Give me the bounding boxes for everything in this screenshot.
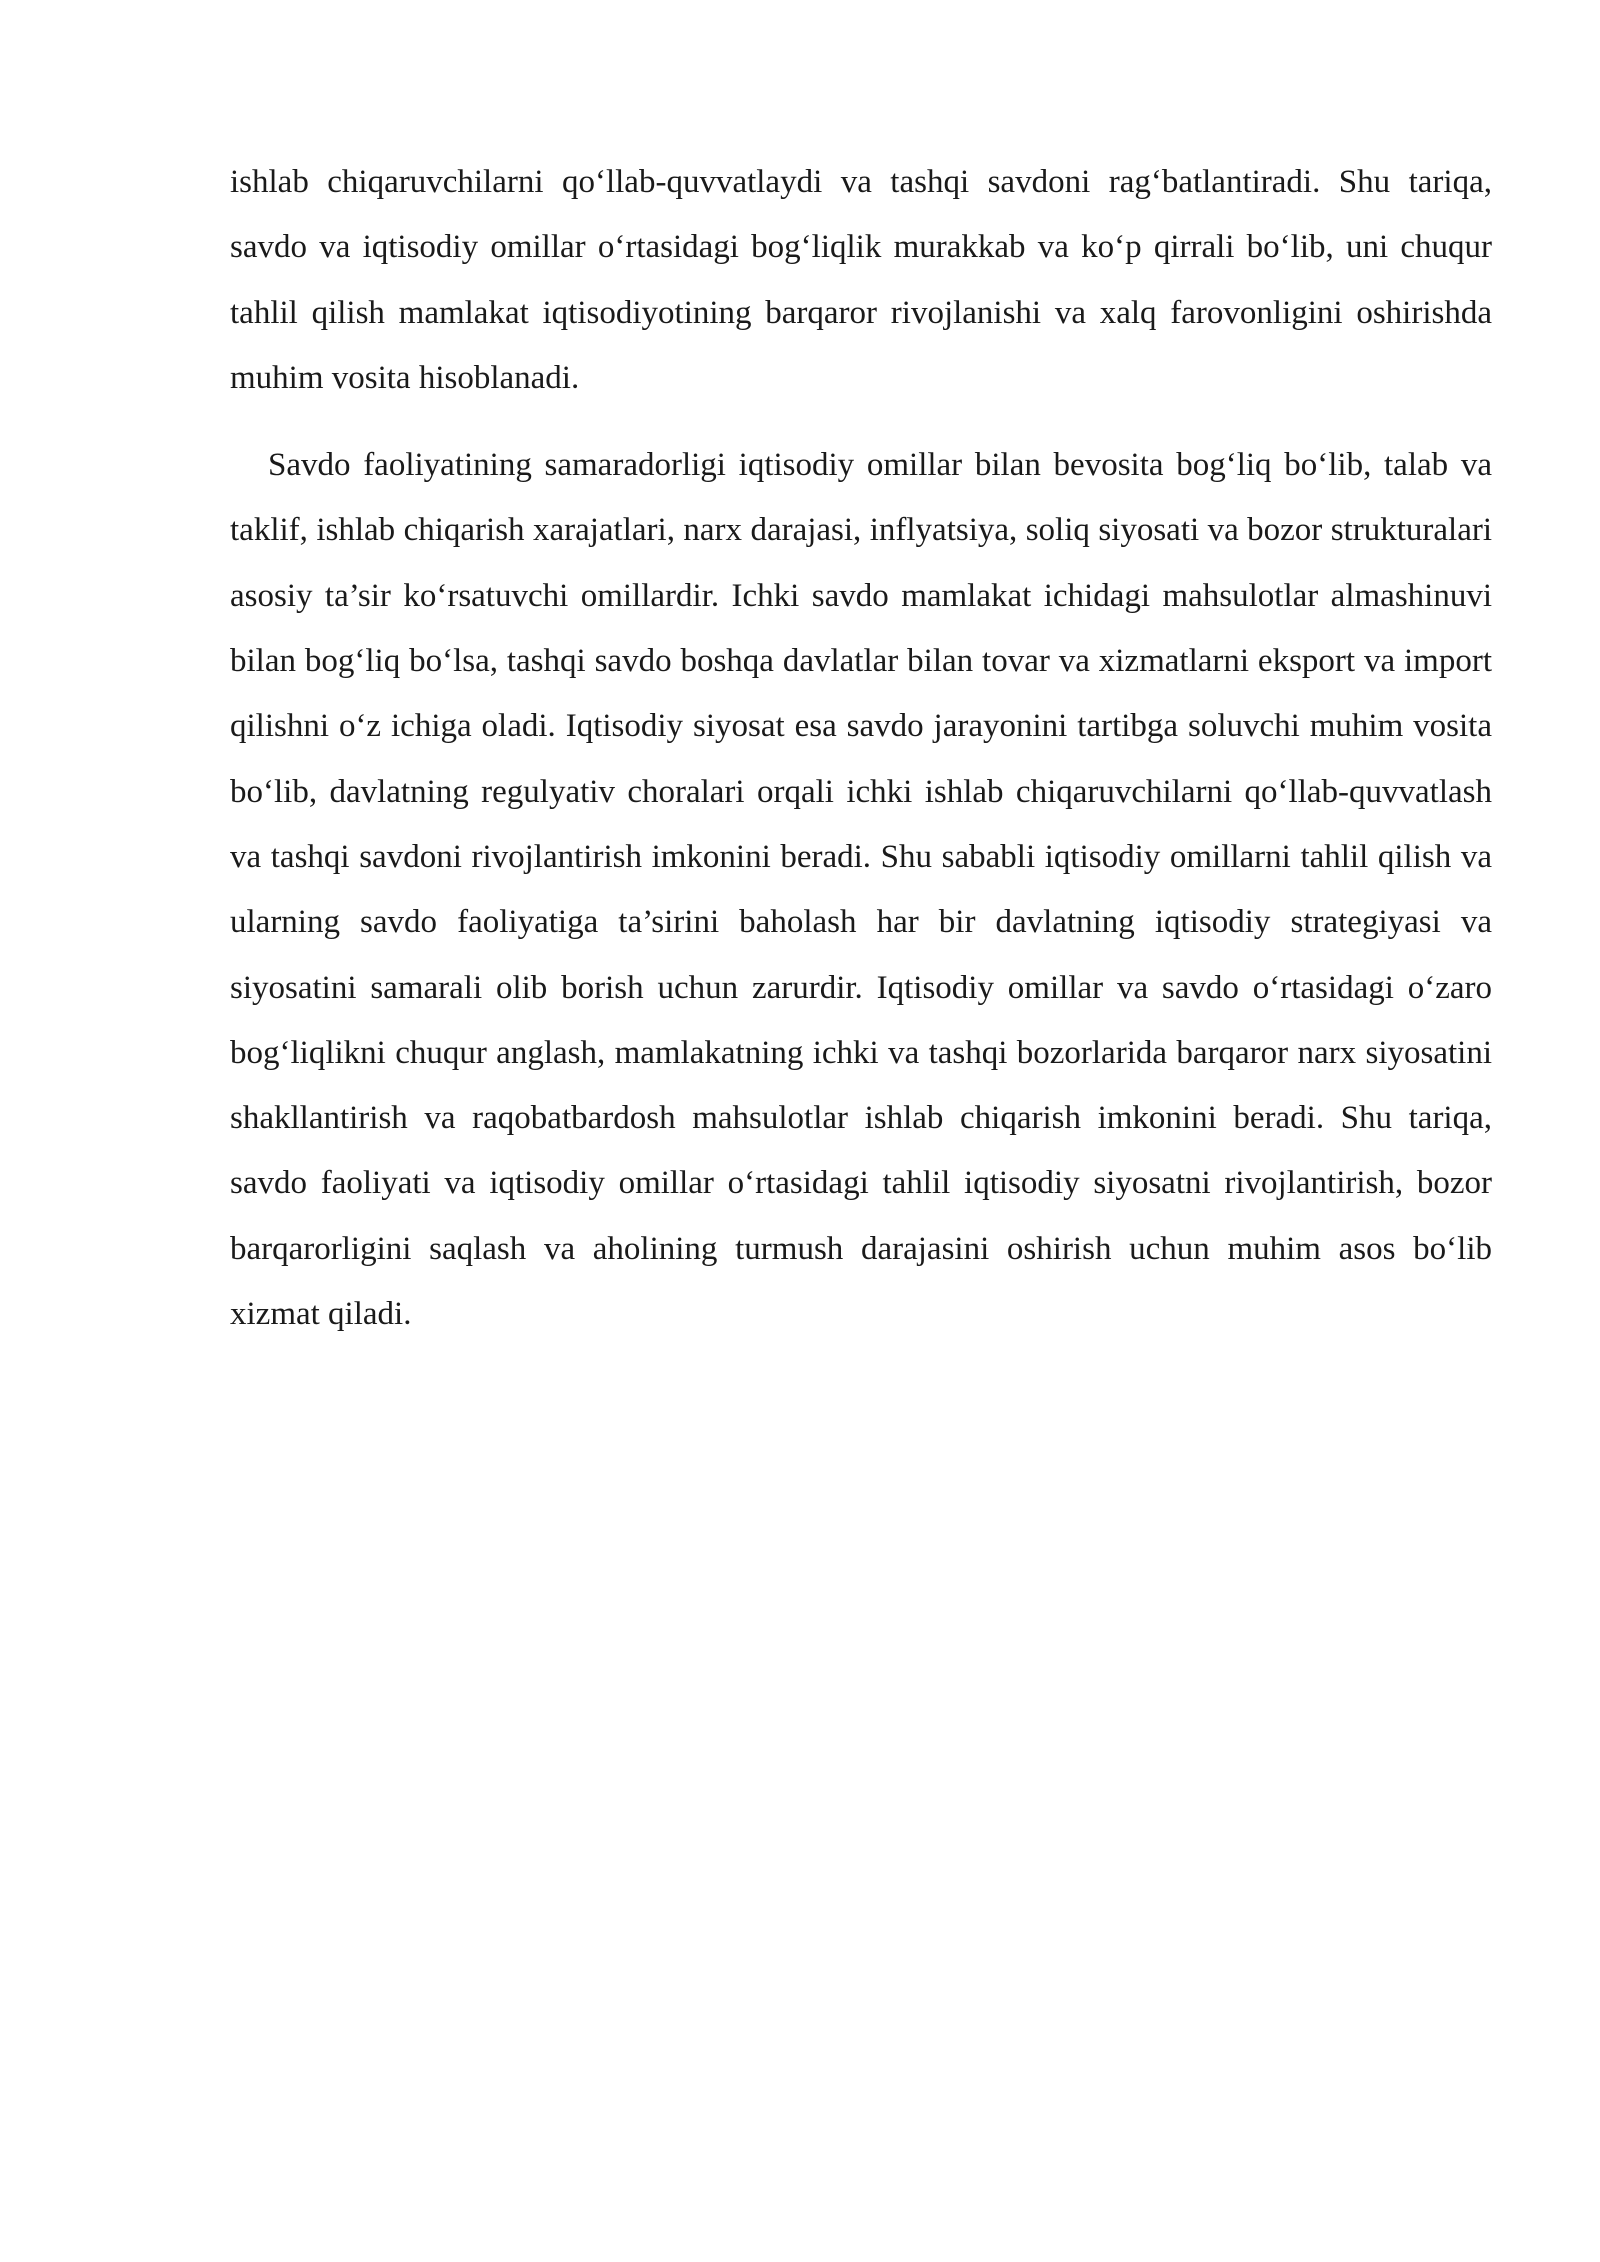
paragraph-continuation: ishlab chiqaruvchilarni qo‘llab-quvvatlaydi va tashqi savdoni rag‘batlantiradi. Shu tariqa, savdo va iqtisodiy omillar o‘rtasidagi bog‘liqlik murakkab va ko‘p qirrali bo‘lib, uni chuqur tahlil qilish mamlakat iqtisodiyotining barqaror rivojlanishi va xalq farovonligini oshirishda muhim vosita hisoblanadi.: [230, 164, 1492, 396]
paragraph-savdo-faoliyati: Savdo faoliyatining samaradorligi iqtisodiy omillar bilan bevosita bog‘liq bo‘lib, talab va taklif, ishlab chiqarish xarajatlari, narx darajasi, inflyatsiya, soliq siyosati va bozor strukturalari asosiy ta’sir ko‘rsatuvchi omillardir. Ichki savdo mamlakat ichidagi mahsulotlar almashinuvi bilan bog‘liq bo‘lsa, tashqi savdo boshqa davlatlar bilan tovar va xizmatlarni eksport va import qilishni o‘z ichiga oladi. Iqtisodiy siyosat esa savdo jarayonini tartibga soluvchi muhim vosita bo‘lib, davlatning regulyativ choralari orqali ichki ishlab chiqaruvchilarni qo‘llab-quvvatlash va tashqi savdoni rivojlantirish imkonini beradi. Shu sababli iqtisodiy omillarni tahlil qilish va ularning savdo faoliyatiga ta’sirini baholash har bir davlatning iqtisodiy strategiyasi va siyosatini samarali olib borish uchun zarurdir. Iqtisodiy omillar va savdo o‘rtasidagi o‘zaro bog‘liqlikni chuqur anglash, mamlakatning ichki va tashqi bozorlarida barqaror narx siyosatini shakllantirish va raqobatbardosh mahsulotlar ishlab chiqarish imkonini beradi. Shu tariqa, savdo faoliyati va iqtisodiy omillar o‘rtasidagi tahlil iqtisodiy siyosatni rivojlantirish, bozor barqarorligini saqlash va aholining turmush darajasini oshirish uchun muhim asos bo‘lib xizmat qiladi.: [230, 447, 1492, 1333]
body-text: [230, 150, 1492, 1347]
